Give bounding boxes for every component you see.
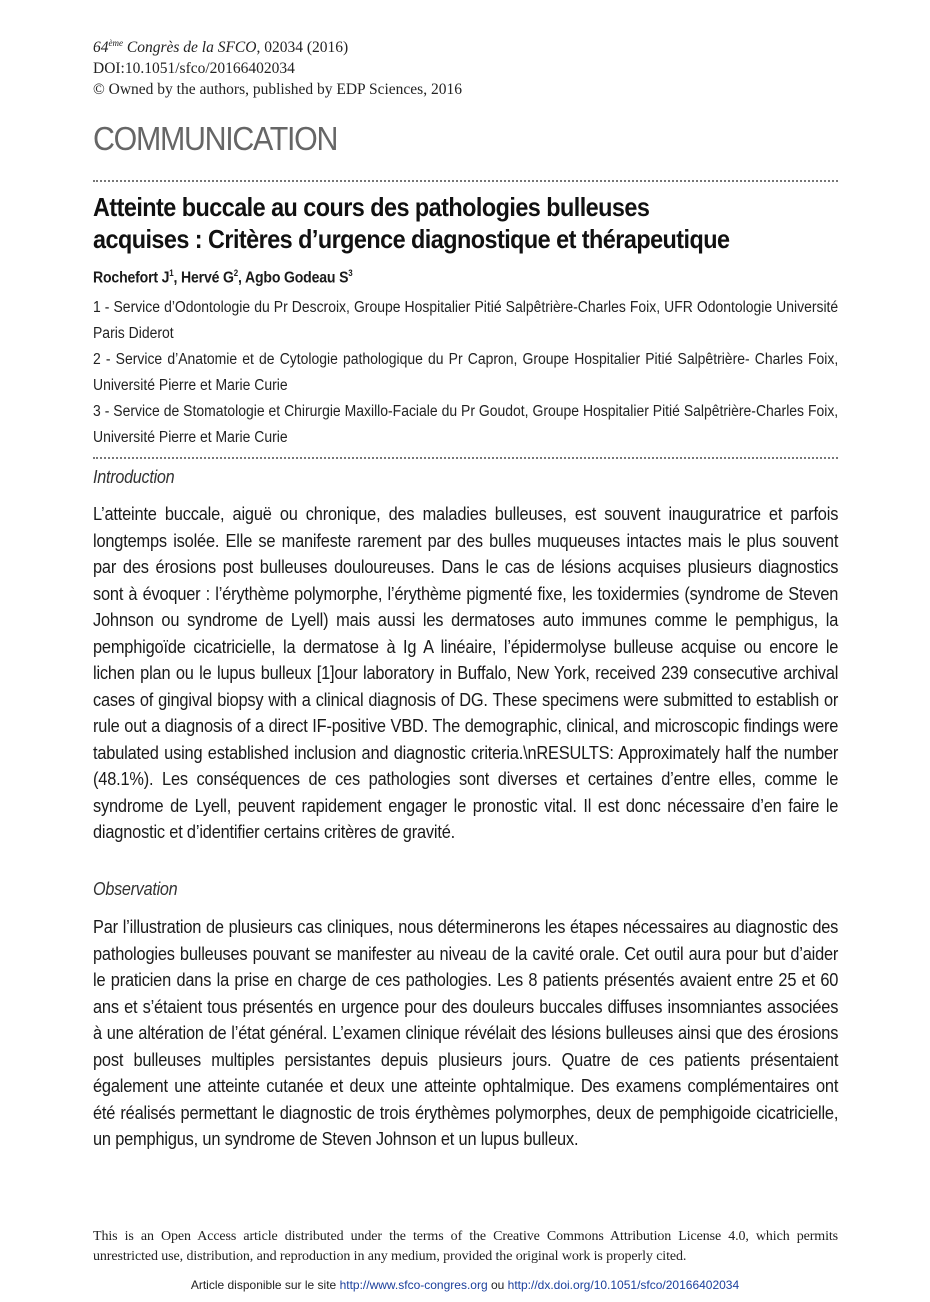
author-affiliation-mark: 2 [233,268,239,278]
page-footer [0,1278,930,1292]
author-affiliation-mark: 1 [169,268,174,278]
affiliation-2: 2 - Service d’Anatomie et de Cytologie pathologique du Pr Capron, Groupe Hospitalier Pitié Salpêtrière- Charles Foix, Université Pierre et Marie Curie [93,351,839,394]
section-heading-observation: Observation [93,879,178,899]
article-title-line-1: Atteinte buccale au cours des pathologies bulleuses [93,192,650,222]
author-name: Hervé G [181,269,234,287]
journal-citation [93,37,833,58]
footer-prefix: Article disponible sur le site [190,1278,340,1292]
copyright-line: © Owned by the authors, published by EDP Sciences, 2016 [93,81,462,98]
author-name: Rochefort J [93,269,170,287]
footer-connector: ou [487,1278,508,1292]
affiliation-1: 1 - Service d’Odontologie du Pr Descroix, Groupe Hospitalier Pitié Salpêtrière-Charles Foix, UFR Odontologie Université Paris Diderot [93,299,839,342]
affiliation-3: 3 - Service de Stomatologie et Chirurgie Maxillo-Faciale du Pr Goudot, Groupe Hospitalier Pitié Salpêtrière-Charles Foix, Université Pierre et Marie Curie [93,403,839,446]
doi-link[interactable]: http://dx.doi.org/10.1051/sfco/20166402034 [507,1278,740,1292]
section-kicker: COMMUNICATION [93,120,338,157]
journal-header [93,37,833,100]
author-separator: , [173,269,182,287]
license-notice: This is an Open Access article distributed under the terms of the Creative Commons Attribution License 4.0, which permits unrestricted use, distribution, and reproduction in any medium, provided the original work is properly cited. [93,1229,838,1264]
journal-reference: , 02034 (2016) [256,39,349,56]
dotted-divider [93,457,838,459]
doi-line: DOI:10.1051/sfco/20166402034 [93,60,295,77]
author-separator: , [238,269,245,287]
journal-name: Congrès de la SFCO [126,39,257,56]
article-title-line-2: acquises : Critères d’urgence diagnostique et thérapeutique [93,224,730,254]
author-name: Agbo Godeau S [244,269,349,287]
author-list [93,268,353,287]
section-heading-introduction: Introduction [93,467,175,487]
section-body-observation: Par l’illustration de plusieurs cas cliniques, nous déterminerons les étapes nécessaires au diagnostic des pathologies bulleuses pouvant se manifester au niveau de la cavité orale. Cet outil aura pour but d’aider le praticien dans la prise en charge de ces pathologies. Les 8 patients présentés avaient entre 25 et 60 ans et s’étaient tous présentés en urgence pour des douleurs buccales diffuses insomniantes associées à une altération de l’état général. L’examen clinique révélait des lésions bulleuses ainsi que des érosions post bulleuses multiples persistantes depuis plusieurs jours. Quatre de ces patients présentaient également une atteinte cutanée et deux une atteinte ophtalmique. Des examens complémentaires ont été réalisés permettant le diagnostic de trois érythèmes polymorphes, deux de pemphigoide cicatricielle, un pemphigus, un syndrome de Steven Johnson et un lupus bulleux. [93,917,839,1149]
author-affiliation-mark: 3 [348,268,353,278]
sfco-website-link[interactable]: http://www.sfco-congres.org [339,1278,488,1292]
section-body-introduction: L’atteinte buccale, aiguë ou chronique, des maladies bulleuses, est souvent inauguratrice et parfois longtemps isolée. Elle se manifeste rarement par des bulles muqueuses intactes mais le plus souvent par des érosions post bulleuses douloureuses. Dans le cas de lésions acquises plusieurs diagnostics sont à évoquer : l’érythème polymorphe, l’érythème pigmenté fixe, les toxidermies (syndrome de Steven Johnson ou syndrome de Lyell) mais aussi les dermatoses auto immunes comme le pemphigus, la pemphigoïde cicatricielle, la dermatose à Ig A linéaire, l’épidermolyse bulleuse acquise ou encore le lichen plan ou le lupus bulleux [1]our laboratory in Buffalo, New York, received 239 consecutive archival cases of gingival biopsy with a clinical diagnosis of DG. These specimens were submitted to establish or rule out a diagnosis of a direct IF-positive VBD. The demographic, clinical, and microscopic findings were tabulated using established inclusion and diagnostic criteria.\nRESULTS: Approximately half the number (48.1%). Les conséquences de ces pathologies sont diverses et certaines d’entre elles, comme le syndrome de Lyell, peuvent rapidement engager le pronostic vital. Il est donc nécessaire d’en faire le diagnostic et d’identifier certains critères de gravité. [93,504,839,842]
dotted-divider [93,180,838,182]
article-title [93,191,764,255]
journal-issue-superscript: ème [108,37,123,48]
journal-issue-number: 64 [93,39,109,56]
